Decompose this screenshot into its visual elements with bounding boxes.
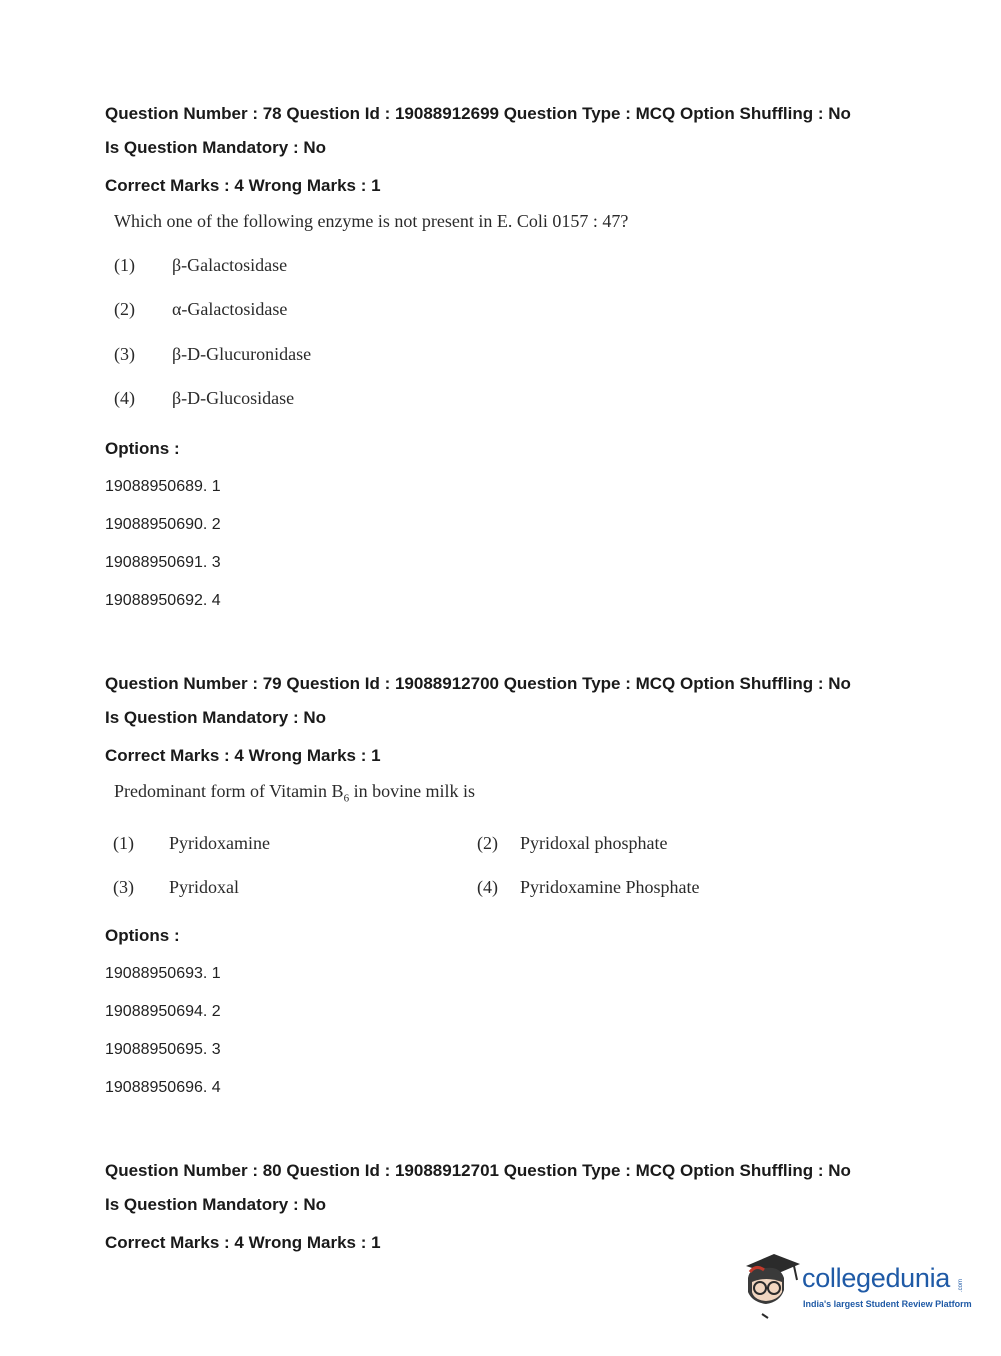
choice-number: (3) [114,344,135,364]
options-label: Options : [105,926,180,945]
question-header: Question Number : 78 Question Id : 19088912699 Question Type : MCQ Option Shuffling : No [105,104,851,123]
mascot-icon [740,1248,802,1320]
brand-wordmark: collegedunia [802,1263,951,1293]
option-id: 19088950696. 4 [105,1079,221,1096]
choice-text: β-D-Glucosidase [172,388,295,408]
brand-suffix: .com [958,1278,964,1292]
options-label: Options : [105,439,180,458]
choice-number: (2) [114,299,135,319]
choice-text: β-D-Glucuronidase [172,344,312,364]
brand-tagline: India's largest Student Review Platform [803,1299,972,1309]
option-id: 19088950692. 4 [105,592,221,609]
choice-text: Pyridoxal phosphate [520,833,668,853]
option-id: 19088950695. 3 [105,1041,221,1058]
question-mandatory: Is Question Mandatory : No [105,1195,327,1214]
choice-number: (4) [477,877,498,897]
choice-number: (1) [113,833,134,853]
choice-text: β-Galactosidase [172,255,288,275]
choice-number: (2) [477,833,498,853]
choice-text: α-Galactosidase [172,299,288,319]
question-marks: Correct Marks : 4 Wrong Marks : 1 [105,176,381,195]
choice-number: (1) [114,255,135,275]
question-marks: Correct Marks : 4 Wrong Marks : 1 [105,746,381,765]
question-text-part: Predominant form of Vitamin B [114,781,344,801]
choice-text: Pyridoxamine Phosphate [520,877,700,897]
option-id: 19088950689. 1 [105,478,221,495]
option-id: 19088950693. 1 [105,965,221,982]
question-text [114,781,475,805]
choice-text: Pyridoxamine [169,833,270,853]
question-marks: Correct Marks : 4 Wrong Marks : 1 [105,1233,381,1252]
question-header: Question Number : 79 Question Id : 19088912700 Question Type : MCQ Option Shuffling : No [105,674,851,693]
question-text: Which one of the following enzyme is not present in E. Coli 0157 : 47? [114,211,629,231]
option-id: 19088950694. 2 [105,1003,221,1020]
choice-text: Pyridoxal [169,877,239,897]
question-mandatory: Is Question Mandatory : No [105,138,327,157]
question-text-part: in bovine milk is [349,781,476,801]
question-mandatory: Is Question Mandatory : No [105,708,327,727]
choice-number: (4) [114,388,135,408]
question-header: Question Number : 80 Question Id : 19088912701 Question Type : MCQ Option Shuffling : No [105,1161,851,1180]
option-id: 19088950690. 2 [105,516,221,533]
choice-number: (3) [113,877,134,897]
option-id: 19088950691. 3 [105,554,221,571]
subscript: 6 [343,792,350,805]
